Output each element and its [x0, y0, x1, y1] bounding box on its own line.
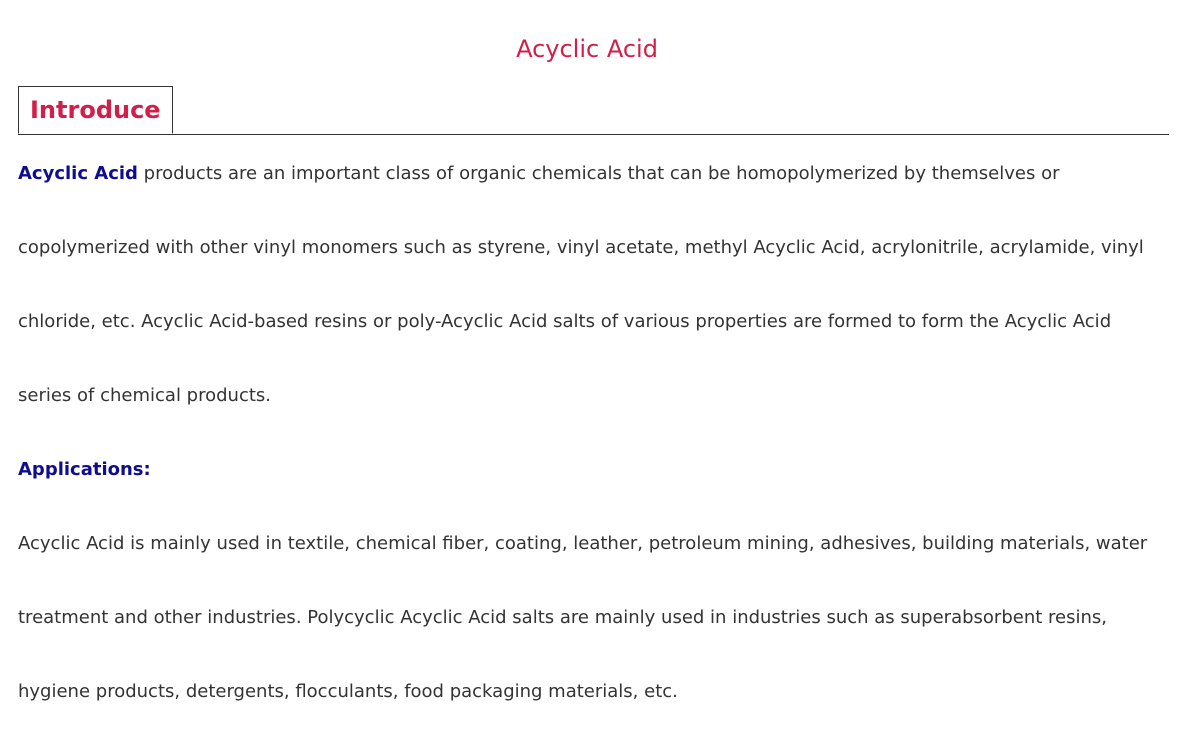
intro-term: Acyclic Acid: [18, 163, 138, 184]
tab-introduce[interactable]: Introduce: [18, 86, 173, 134]
article-content: [18, 137, 1168, 729]
tab-bar: [18, 86, 1169, 135]
intro-text: products are an important class of organic chemicals that can be homopolymerized by themselves or copolymerized with other vinyl monomers such as styrene, vinyl acetate, methyl Acyclic Acid, acrylonitrile, acrylamide, vinyl chloride, etc. Acyclic Acid-based resins or poly-Acyclic Acid salts of various properties are formed to form the Acyclic Acid series of chemical products.: [18, 163, 1144, 406]
applications-heading: Applications:: [18, 459, 151, 480]
page-title: Acyclic Acid: [516, 35, 658, 63]
intro-paragraph: [18, 137, 1168, 433]
applications-paragraph: Acyclic Acid is mainly used in textile, chemical fiber, coating, leather, petroleum mining, adhesives, building materials, water treatment and other industries. Polycyclic Acyclic Acid salts are mainly used in industries such as superabsorbent resins, hygiene products, detergents, flocculants, food packaging materials, etc.: [18, 533, 1148, 702]
